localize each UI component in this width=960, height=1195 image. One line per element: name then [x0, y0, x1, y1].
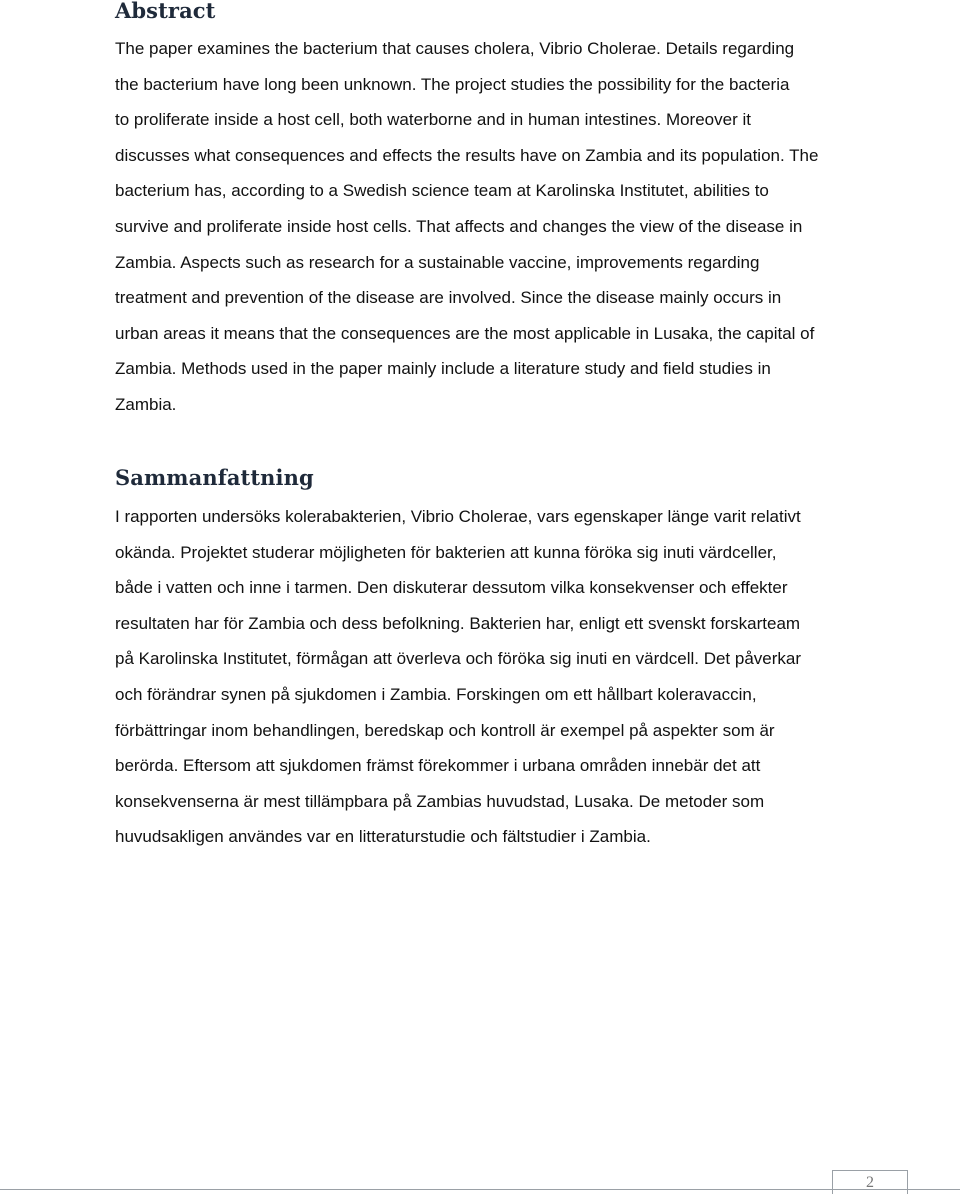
abstract-line: Zambia. Aspects such as research for a sustainable vaccine, improvements regarding	[115, 252, 760, 272]
sammanfattning-line: huvudsakligen användes var en litteraturstudie och fältstudier i Zambia.	[115, 827, 651, 847]
sammanfattning-line: och förändrar synen på sjukdomen i Zambia. Forskingen om ett hållbart koleravaccin,	[115, 684, 757, 704]
abstract-line: treatment and prevention of the disease are involved. Since the disease mainly occurs in	[115, 288, 782, 308]
sammanfattning-paragraph	[115, 499, 855, 855]
sammanfattning-line: förbättringar inom behandlingen, beredskap och kontroll är exempel på aspekter som är	[115, 720, 775, 740]
abstract-paragraph	[115, 31, 855, 423]
sammanfattning-line: konsekvenserna är mest tillämpbara på Zambias huvudstad, Lusaka. De metoder som	[115, 791, 765, 811]
abstract-line: urban areas it means that the consequences are the most applicable in Lusaka, the capital of	[115, 323, 815, 343]
abstract-line: bacterium has, according to a Swedish science team at Karolinska Institutet, abilities to	[115, 181, 769, 201]
abstract-line: survive and proliferate inside host cells. That affects and changes the view of the disease in	[115, 216, 803, 236]
sammanfattning-line: på Karolinska Institutet, förmågan att överleva och föröka sig inuti en värdcell. Det påverkar	[115, 649, 802, 669]
sammanfattning-line: I rapporten undersöks kolerabakterien, Vibrio Cholerae, vars egenskaper länge varit relativt	[115, 507, 801, 526]
abstract-line: to proliferate inside a host cell, both waterborne and in human intestines. Moreover it	[115, 110, 751, 130]
abstract-line: Zambia. Methods used in the paper mainly include a literature study and field studies in	[115, 359, 771, 379]
abstract-heading: Abstract	[115, 0, 216, 23]
sammanfattning-line: både i vatten och inne i tarmen. Den diskuterar dessutom vilka konsekvenser och effekter	[115, 578, 788, 598]
footer-rule	[0, 1189, 960, 1190]
abstract-line: the bacterium have long been unknown. The project studies the possibility for the bacteria	[115, 74, 790, 94]
page-number: 2	[832, 1170, 908, 1194]
abstract-line: discusses what consequences and effects the results have on Zambia and its population. The	[115, 145, 819, 165]
sammanfattning-line: berörda. Eftersom att sjukdomen främst förekommer i urbana områden innebär det att	[115, 756, 761, 776]
abstract-line: The paper examines the bacterium that causes cholera, Vibrio Cholerae. Details regarding	[115, 39, 795, 58]
abstract-line: Zambia.	[115, 394, 177, 414]
sammanfattning-line: okända. Projektet studerar möjligheten för bakterien att kunna föröka sig inuti värdceller,	[115, 542, 777, 562]
sammanfattning-heading: Sammanfattning	[115, 465, 314, 490]
sammanfattning-line: resultaten har för Zambia och dess befolkning. Bakterien har, enligt ett svenskt forskarteam	[115, 613, 801, 633]
